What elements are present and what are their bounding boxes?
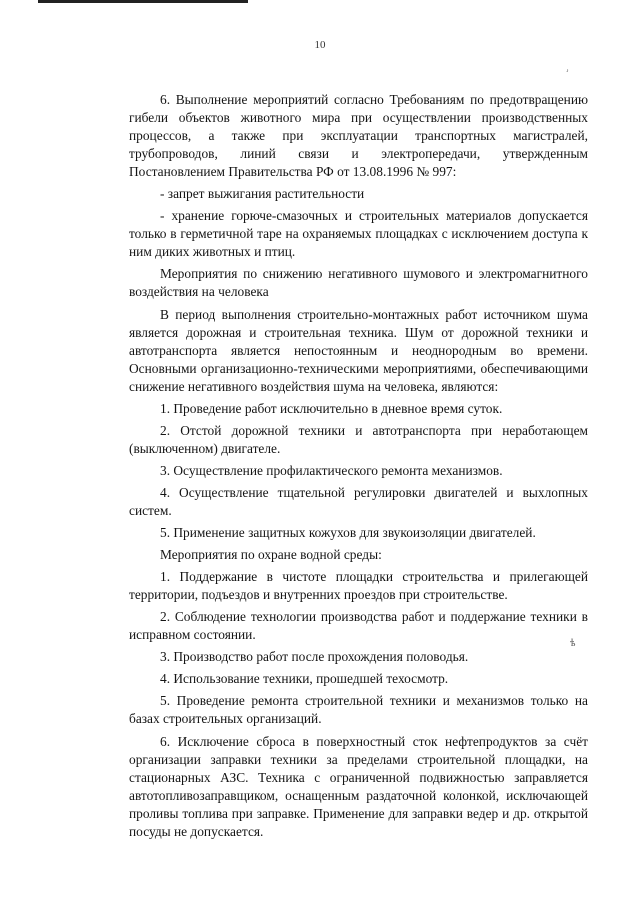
paragraph-requirements: 6. Выполнение мероприятий согласно Требованиям по предотвращению гибели объектов животного мира при осуществлении производственных процессов, а также при эксплуатации транспортных магистралей, трубопроводов, линий связи и электропередачи, утвержденным Постановлением Правительства РФ от 13.08.1996 № 997: (129, 92, 588, 180)
page-number: 10 (314, 39, 326, 51)
list-item-noise-5: 5. Применение защитных кожухов для звукоизоляции двигателей. (160, 525, 536, 541)
document-body (129, 91, 588, 841)
list-item-water-4: 4. Использование техники, прошедшей техосмотр. (160, 671, 449, 687)
stray-mark-top: ۥ (566, 66, 569, 77)
heading-water-measures: Мероприятия по охране водной среды: (160, 547, 382, 563)
list-item-noise-3: 3. Осуществление профилактического ремонта механизмов. (160, 462, 503, 478)
list-item-water-3: 3. Производство работ после прохождения половодья. (160, 649, 469, 665)
paragraph-storage: - хранение горюче-смазочных и строительных материалов допускается только в герметичной таре на охраняемых площадках с исключением доступа к ним диких животных и птиц. (129, 208, 588, 260)
paragraph-noise-source: В период выполнения строительно-монтажных работ источником шума является дорожная и строительная техника. Шум от дорожной техники и автотранспорта является непостоянным и неоднородным во времени. Основными организационно-техническими мероприятиями, обеспечивающими снижение негативного воздействия шума на человека, являются: (129, 306, 588, 394)
paragraph-no-burning: - запрет выжигания растительности (160, 186, 365, 202)
heading-noise-measures: Мероприятия по снижению негативного шумового и электромагнитного воздействия на человека (129, 266, 588, 300)
stray-mark-mid: ѣ (570, 638, 576, 649)
list-item-noise-4: 4. Осуществление тщательной регулировки двигателей и выхлопных систем. (129, 484, 588, 518)
list-item-water-2: 2. Соблюдение технологии производства работ и поддержание техники в исправном состоянии. (129, 609, 588, 643)
list-item-water-5: 5. Проведение ремонта строительной техники и механизмов только на базах строительных организаций. (129, 693, 588, 727)
scan-edge-bar (38, 0, 248, 3)
list-item-noise-1: 1. Проведение работ исключительно в дневное время суток. (160, 400, 503, 416)
list-item-water-1: 1. Поддержание в чистоте площадки строительства и прилегающей территории, подъездов и внутренних проездов при строительстве. (129, 569, 588, 603)
list-item-water-6: 6. Исключение сброса в поверхностный сток нефтепродуктов за счёт организации заправки техники за пределами строительной площадки, на стационарных АЗС. Техника с ограниченной подвижностью заправляется автотопливозаправщиком, оснащенным раздаточной колонкой, исключающей проливы топлива при заправке. Применение для заправки ведер и др. открытой посуды не допускается. (129, 733, 588, 839)
list-item-noise-2: 2. Отстой дорожной техники и автотранспорта при неработающем (выключенном) двигателе. (129, 422, 588, 456)
